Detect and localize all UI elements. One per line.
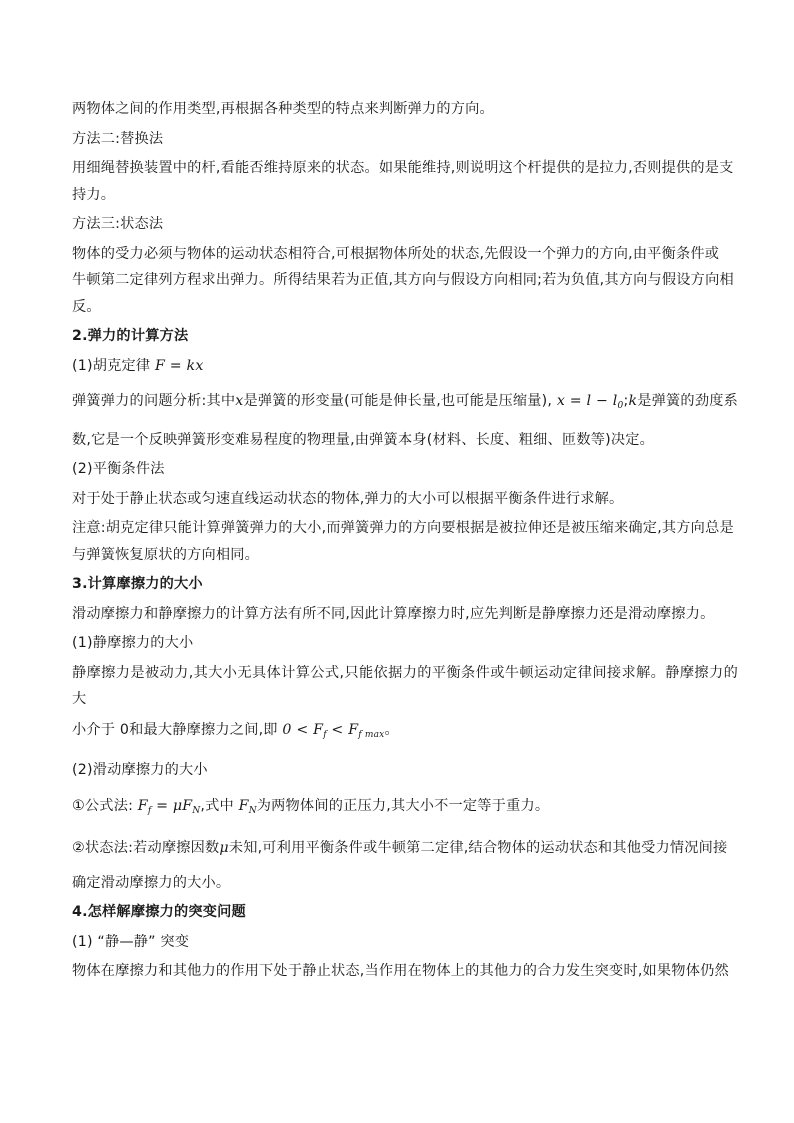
document-page — [72, 96, 738, 985]
method-two-heading: 方法二:替换法 — [72, 130, 164, 147]
section-heading-4: 4.怎样解摩擦力的突变问题 — [72, 904, 246, 920]
formula-deformation — [557, 393, 624, 409]
formula-text: 0 < F — [282, 721, 324, 738]
paragraph-line: 反。 — [72, 298, 101, 315]
paragraph-line: (2)平衡条件法 — [72, 461, 165, 477]
paragraph-line: (1)静摩擦力的大小 — [72, 635, 194, 651]
paragraph-line: 静摩擦力是被动力,其大小无具体计算公式,只能依据力的平衡条件或牛顿运动定律间接求解。静摩擦力的大 — [72, 664, 738, 707]
text: 未知,可利用平衡条件或牛顿第二定律,结合物体的运动状态和其他受力情况间接 — [228, 840, 728, 856]
text: 是弹簧的劲度系 — [637, 393, 738, 409]
paragraph-line — [72, 793, 738, 825]
formula-text: F — [137, 797, 148, 814]
formula-text: x = l − l — [556, 393, 618, 409]
paragraph-line — [72, 353, 738, 380]
text: 弹簧弹力的问题分析:其中 — [72, 393, 236, 409]
paragraph-line: 数,它是一个反映弹簧形变难易程度的物理量,由弹簧本身(材料、长度、粗细、匝数等)决定。 — [72, 431, 655, 448]
formula-k: k — [628, 393, 638, 409]
paragraph-line: 物体在摩擦力和其他力的作用下处于静止状态,当作用在物体上的其他力的合力发生突变时,如果物体仍然 — [72, 963, 729, 979]
section-heading-2: 2.弹力的计算方法 — [72, 328, 189, 344]
paragraph-line: 用细绳替换装置中的杆,看能否维持原来的状态。如果能维持,则说明这个杆提供的是拉力,否则提供的是支 — [72, 160, 734, 176]
text: 是弹簧的形变量(可能是伸长量,也可能是压缩量), — [243, 393, 553, 409]
paragraph-line: 物体的受力必须与物体的运动状态相符合,可根据物体所处的状态,先假设一个弹力的方向,由平衡条件或 — [72, 245, 720, 262]
text: ②状态法:若动摩擦因数 — [72, 840, 220, 856]
paragraph-line — [72, 835, 738, 862]
section-heading-3: 3.计算摩擦力的大小 — [72, 576, 203, 592]
paragraph-line — [72, 388, 738, 420]
method-three-heading: 方法三:状态法 — [72, 216, 164, 232]
formula-text: = μF — [151, 797, 193, 814]
paragraph-line — [72, 717, 738, 749]
formula-subscript: f max — [358, 729, 385, 740]
paragraph-line: 对于处于静止状态或匀速直线运动状态的物体,弹力的大小可以根据平衡条件进行求解。 — [72, 490, 624, 507]
paragraph-line: 注意:胡克定律只能计算弹簧弹力的大小,而弹簧弹力的方向要根据是被拉伸还是被压缩来确定,其方向总是 — [72, 520, 734, 536]
formula-subscript: N — [192, 805, 201, 816]
text: 为两物体间的正压力,其大小不一定等于重力。 — [256, 797, 550, 814]
paragraph-line: 确定滑动摩擦力的大小。 — [72, 874, 231, 891]
formula-subscript: 0 — [617, 401, 624, 411]
formula-subscript: N — [248, 805, 257, 816]
formula-hooke: F = kx — [154, 357, 204, 374]
formula-text: < F — [326, 721, 359, 738]
text: ; — [623, 393, 629, 409]
text: ①公式法: — [72, 797, 134, 814]
formula-subscript: f — [323, 729, 327, 740]
paragraph-line: 持力。 — [72, 186, 116, 203]
paragraph-line: 与弹簧恢复原状的方向相同。 — [72, 546, 260, 563]
text: (1)胡克定律 — [72, 357, 151, 374]
paragraph-line: (1) “静—静” 突变 — [72, 933, 190, 950]
paragraph-line: (2)滑动摩擦力的大小 — [72, 762, 208, 778]
formula-mu: μ — [219, 840, 229, 856]
formula-subscript: f — [147, 805, 152, 816]
formula-normal-force — [239, 798, 257, 814]
text: ,式中 — [200, 797, 234, 814]
paragraph-line: 牛顿第二定律列方程求出弹力。所得结果若为正值,其方向与假设方向相同;若为负值,其方向与假设方向相 — [72, 272, 734, 288]
formula-kinetic-friction — [138, 798, 201, 814]
formula-x: x — [235, 393, 244, 409]
paragraph-line: 两物体之间的作用类型,再根据各种类型的特点来判断弹力的方向。 — [72, 101, 494, 117]
text: 小介于 0和最大静摩擦力之间,即 — [72, 721, 278, 738]
formula-static-friction — [282, 722, 384, 738]
paragraph-line: 滑动摩擦力和静摩擦力的计算方法有所不同,因此计算摩擦力时,应先判断是静摩擦力还是滑动摩擦力。 — [72, 605, 715, 622]
text: 。 — [384, 721, 399, 738]
formula-text: F — [238, 797, 249, 814]
